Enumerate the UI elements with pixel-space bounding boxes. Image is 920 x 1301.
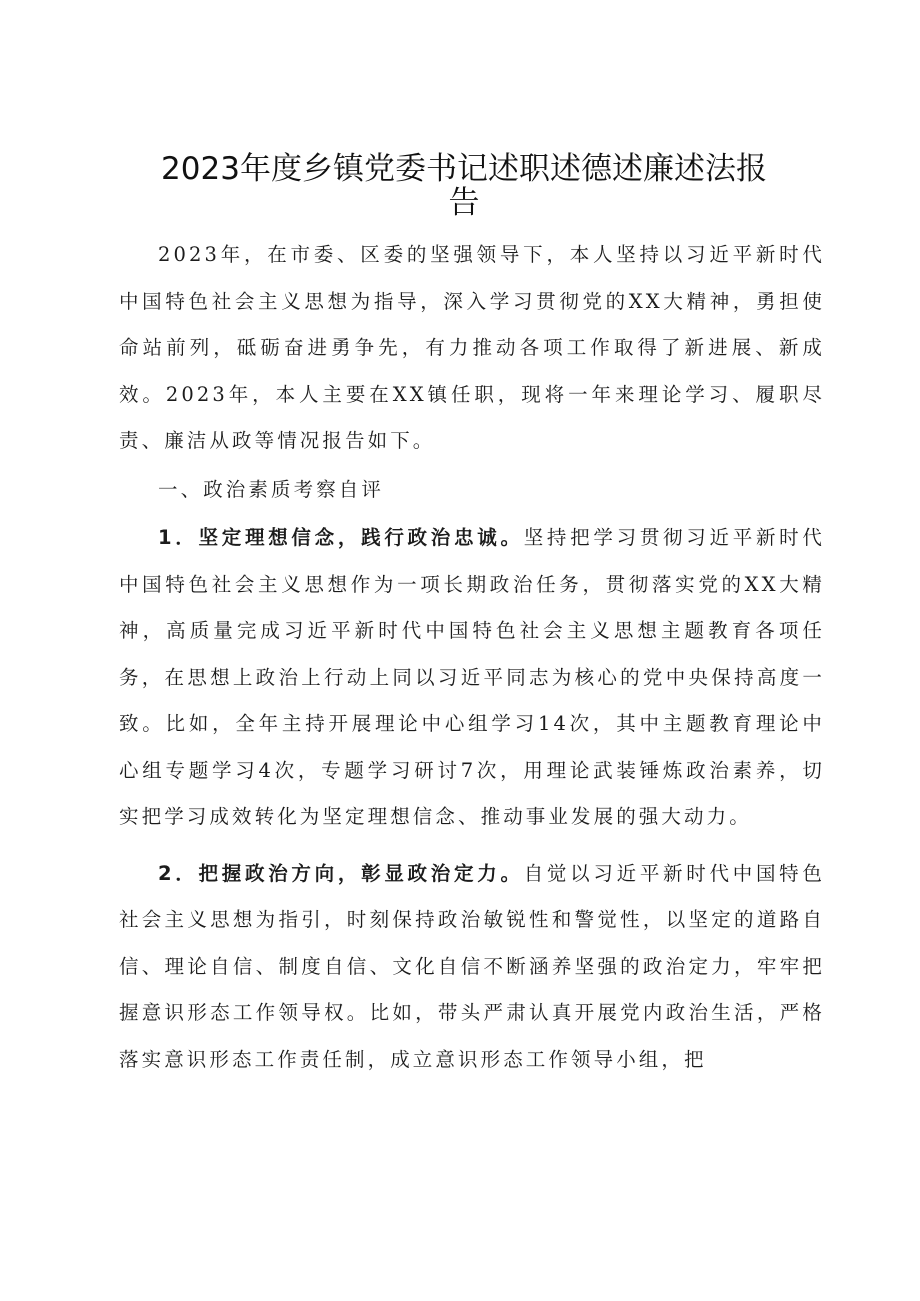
item-1-lead: 1．坚定理想信念，践行政治忠诚。 <box>158 526 524 549</box>
item-1-text: 坚持把学习贯彻习近平新时代中国特色社会主义思想作为一项长期政治任务，贯彻落实党的XX大精神，高质量完成习近平新时代中国特色社会主义思想主题教育各项任务，在思想上政治上行动上同以习近平同志为核心的党中央保持高度一致。比如，全年主持开展理论中心组学习14次，其中主题教育理论中心组专题学习4次，专题学习研讨7次，用理论武装锤炼政治素养，切实把学习成效转化为坚定理想信念、推动事业发展的强大动力。 <box>119 526 825 828</box>
document-body <box>119 232 825 1083</box>
section-heading-political-quality: 一、政治素质考察自评 <box>158 477 385 501</box>
item-2-paragraph <box>119 851 825 1084</box>
document-title: 2023年度乡镇党委书记述职述德述廉述法报告 <box>161 151 767 221</box>
item-2-text: 自觉以习近平新时代中国特色社会主义思想为指引，时刻保持政治敏锐性和警觉性，以坚定的道路自信、理论自信、制度自信、文化自信不断涵养坚强的政治定力，牢牢把握意识形态工作领导权。比如，带头严肃认真开展党内政治生活，严格落实意识形态工作责任制，成立意识形态工作领导小组，把 <box>119 861 825 1071</box>
item-1-paragraph <box>119 515 825 841</box>
intro-paragraph: 2023年，在市委、区委的坚强领导下，本人坚持以习近平新时代中国特色社会主义思想为指导，深入学习贯彻党的XX大精神，勇担使命站前列，砥砺奋进勇争先，有力推动各项工作取得了新进展、新成效。2023年，本人主要在XX镇任职，现将一年来理论学习、履职尽责、廉洁从政等情况报告如下。 <box>119 243 825 452</box>
item-2-lead: 2．把握政治方向，彰显政治定力。 <box>158 861 524 885</box>
